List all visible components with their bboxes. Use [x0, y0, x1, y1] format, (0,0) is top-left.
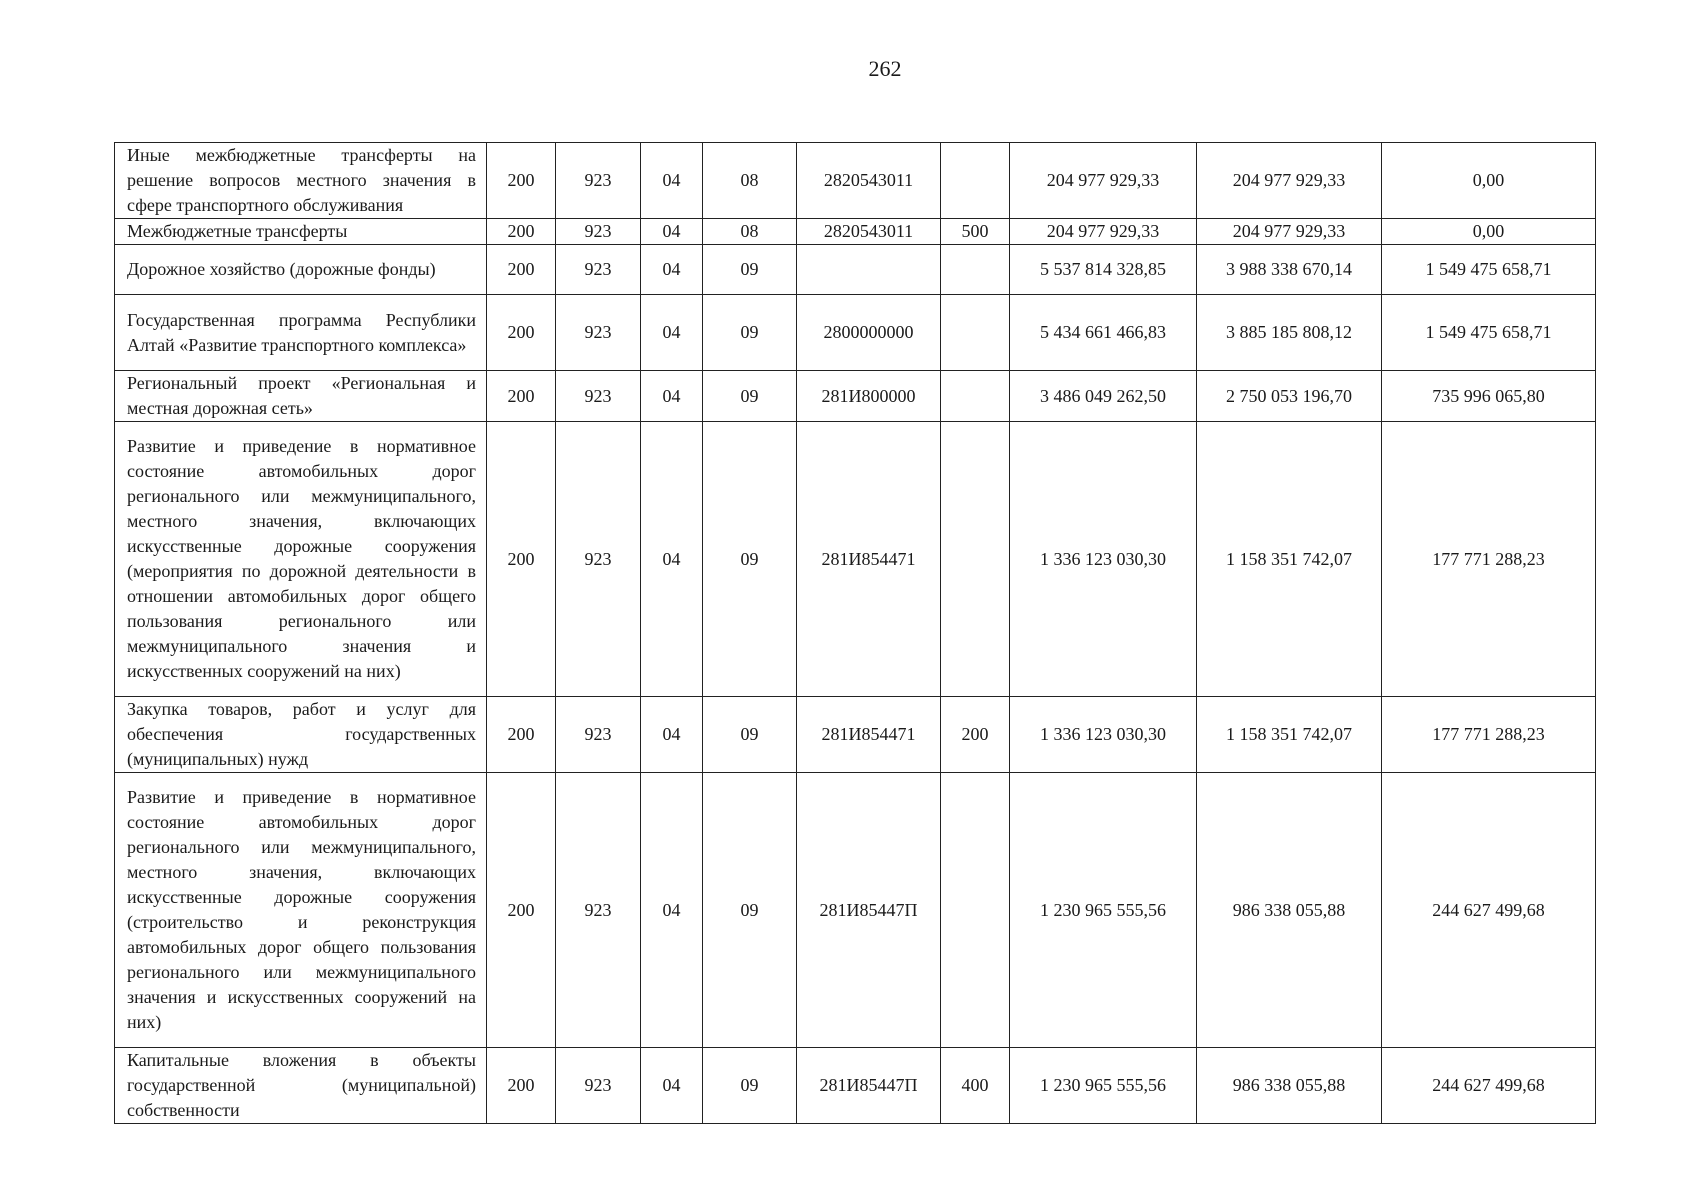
expense-type-cell: 200 — [941, 697, 1010, 773]
ministry-code-cell: 923 — [556, 773, 641, 1048]
table-row — [115, 143, 1596, 219]
row-name-cell: Развитие и приведение в нормативное состояние автомобильных дорог регионального или межмуниципального, местного значения, включающих искусственные дорожные сооружения (строительство и реконструкция автомобильных дорог общего пользования регионального или межмуниципального значения и искусственных сооружений на них) — [115, 773, 487, 1048]
target-article-cell: 281И85447П — [797, 773, 941, 1048]
program-code-cell: 200 — [487, 295, 556, 371]
section-code-cell: 04 — [641, 295, 703, 371]
sum-remaining-cell: 1 549 475 658,71 — [1382, 295, 1596, 371]
program-code-cell: 200 — [487, 773, 556, 1048]
subsection-code-cell: 09 — [703, 422, 797, 697]
sum-executed-cell: 3 885 185 808,12 — [1197, 295, 1382, 371]
ministry-code-cell: 923 — [556, 422, 641, 697]
ministry-code-cell: 923 — [556, 1048, 641, 1124]
program-code-cell: 200 — [487, 371, 556, 422]
sum-planned-cell: 3 486 049 262,50 — [1010, 371, 1197, 422]
section-code-cell: 04 — [641, 773, 703, 1048]
sum-planned-cell: 1 336 123 030,30 — [1010, 697, 1197, 773]
section-code-cell: 04 — [641, 697, 703, 773]
row-name-cell: Закупка товаров, работ и услуг для обеспечения государственных (муниципальных) нужд — [115, 697, 487, 773]
ministry-code-cell: 923 — [556, 143, 641, 219]
expense-type-cell — [941, 422, 1010, 697]
section-code-cell: 04 — [641, 422, 703, 697]
expense-type-cell: 400 — [941, 1048, 1010, 1124]
program-code-cell: 200 — [487, 1048, 556, 1124]
section-code-cell: 04 — [641, 371, 703, 422]
ministry-code-cell: 923 — [556, 219, 641, 245]
target-article-cell: 281И854471 — [797, 697, 941, 773]
ministry-code-cell: 923 — [556, 371, 641, 422]
sum-planned-cell: 204 977 929,33 — [1010, 219, 1197, 245]
target-article-cell: 281И854471 — [797, 422, 941, 697]
row-name-cell: Межбюджетные трансферты — [115, 219, 487, 245]
table-row — [115, 1048, 1596, 1124]
sum-planned-cell: 204 977 929,33 — [1010, 143, 1197, 219]
table-row — [115, 245, 1596, 295]
sum-executed-cell: 204 977 929,33 — [1197, 219, 1382, 245]
target-article-cell — [797, 245, 941, 295]
sum-remaining-cell: 735 996 065,80 — [1382, 371, 1596, 422]
subsection-code-cell: 09 — [703, 295, 797, 371]
subsection-code-cell: 09 — [703, 245, 797, 295]
target-article-cell: 2820543011 — [797, 143, 941, 219]
budget-table — [114, 142, 1596, 1124]
sum-executed-cell: 1 158 351 742,07 — [1197, 422, 1382, 697]
sum-planned-cell: 1 230 965 555,56 — [1010, 1048, 1197, 1124]
expense-type-cell — [941, 371, 1010, 422]
section-code-cell: 04 — [641, 219, 703, 245]
target-article-cell: 2800000000 — [797, 295, 941, 371]
row-name-cell: Региональный проект «Региональная и местная дорожная сеть» — [115, 371, 487, 422]
sum-remaining-cell: 1 549 475 658,71 — [1382, 245, 1596, 295]
sum-executed-cell: 986 338 055,88 — [1197, 1048, 1382, 1124]
sum-remaining-cell: 244 627 499,68 — [1382, 773, 1596, 1048]
sum-planned-cell: 1 230 965 555,56 — [1010, 773, 1197, 1048]
target-article-cell: 281И85447П — [797, 1048, 941, 1124]
section-code-cell: 04 — [641, 245, 703, 295]
subsection-code-cell: 09 — [703, 697, 797, 773]
table-row — [115, 422, 1596, 697]
subsection-code-cell: 08 — [703, 143, 797, 219]
row-name-cell: Дорожное хозяйство (дорожные фонды) — [115, 245, 487, 295]
sum-remaining-cell: 244 627 499,68 — [1382, 1048, 1596, 1124]
sum-remaining-cell: 177 771 288,23 — [1382, 697, 1596, 773]
table-row — [115, 219, 1596, 245]
row-name-cell: Государственная программа Республики Алтай «Развитие транспортного комплекса» — [115, 295, 487, 371]
sum-planned-cell: 5 537 814 328,85 — [1010, 245, 1197, 295]
expense-type-cell: 500 — [941, 219, 1010, 245]
subsection-code-cell: 08 — [703, 219, 797, 245]
table-row — [115, 295, 1596, 371]
section-code-cell: 04 — [641, 1048, 703, 1124]
target-article-cell: 281И800000 — [797, 371, 941, 422]
row-name-cell: Иные межбюджетные трансферты на решение вопросов местного значения в сфере транспортного обслуживания — [115, 143, 487, 219]
subsection-code-cell: 09 — [703, 773, 797, 1048]
subsection-code-cell: 09 — [703, 1048, 797, 1124]
table-row — [115, 773, 1596, 1048]
sum-executed-cell: 986 338 055,88 — [1197, 773, 1382, 1048]
program-code-cell: 200 — [487, 697, 556, 773]
target-article-cell: 2820543011 — [797, 219, 941, 245]
table-row — [115, 371, 1596, 422]
sum-executed-cell: 1 158 351 742,07 — [1197, 697, 1382, 773]
sum-planned-cell: 1 336 123 030,30 — [1010, 422, 1197, 697]
page-number: 262 — [868, 56, 902, 81]
program-code-cell: 200 — [487, 422, 556, 697]
sum-remaining-cell: 177 771 288,23 — [1382, 422, 1596, 697]
program-code-cell: 200 — [487, 143, 556, 219]
table-row — [115, 697, 1596, 773]
ministry-code-cell: 923 — [556, 697, 641, 773]
subsection-code-cell: 09 — [703, 371, 797, 422]
sum-executed-cell: 2 750 053 196,70 — [1197, 371, 1382, 422]
program-code-cell: 200 — [487, 219, 556, 245]
expense-type-cell — [941, 773, 1010, 1048]
section-code-cell: 04 — [641, 143, 703, 219]
program-code-cell: 200 — [487, 245, 556, 295]
sum-remaining-cell: 0,00 — [1382, 219, 1596, 245]
row-name-cell: Развитие и приведение в нормативное состояние автомобильных дорог регионального или межмуниципального, местного значения, включающих искусственные дорожные сооружения (мероприятия по дорожной деятельности в отношении автомобильных дорог общего пользования регионального или межмуниципального значения и искусственных сооружений на них) — [115, 422, 487, 697]
row-name-cell: Капитальные вложения в объекты государственной (муниципальной) собственности — [115, 1048, 487, 1124]
ministry-code-cell: 923 — [556, 245, 641, 295]
expense-type-cell — [941, 143, 1010, 219]
expense-type-cell — [941, 295, 1010, 371]
sum-planned-cell: 5 434 661 466,83 — [1010, 295, 1197, 371]
sum-executed-cell: 204 977 929,33 — [1197, 143, 1382, 219]
ministry-code-cell: 923 — [556, 295, 641, 371]
sum-executed-cell: 3 988 338 670,14 — [1197, 245, 1382, 295]
expense-type-cell — [941, 245, 1010, 295]
sum-remaining-cell: 0,00 — [1382, 143, 1596, 219]
